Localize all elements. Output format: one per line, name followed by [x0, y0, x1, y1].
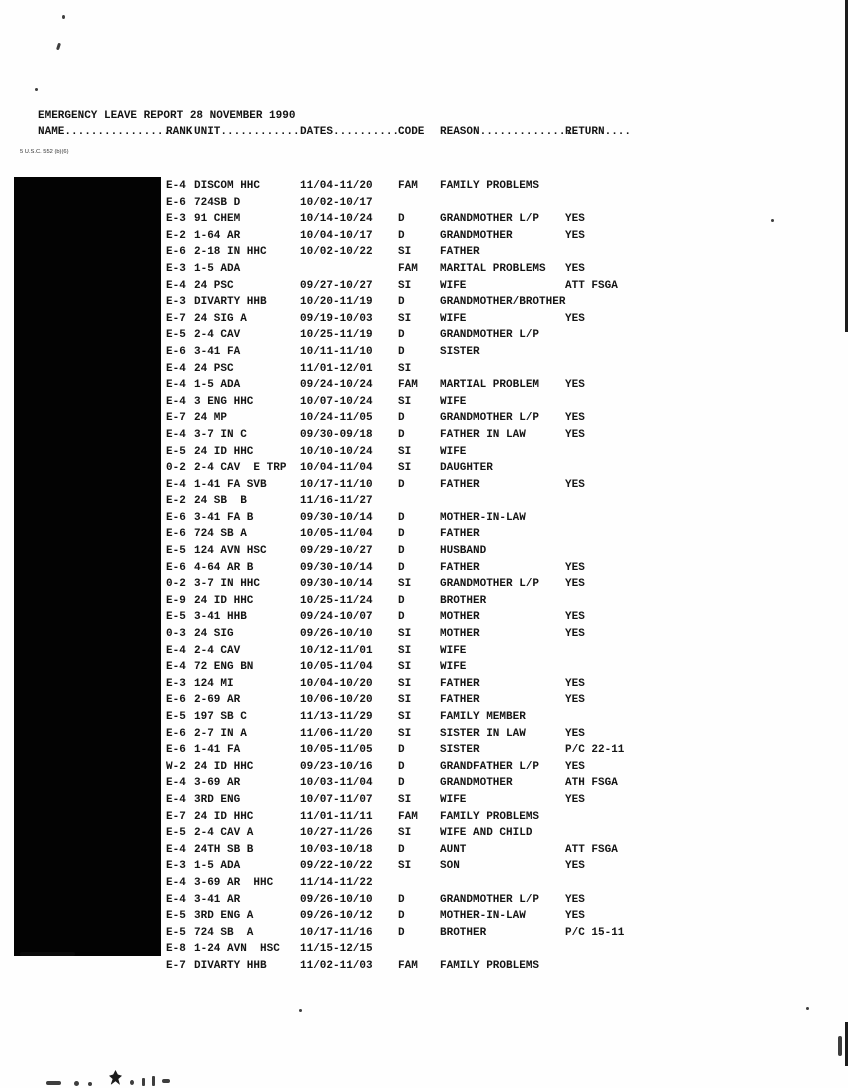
cell-reason: FATHER	[440, 246, 480, 259]
cell-rank: E-4	[166, 379, 186, 392]
cell-dates: 10/04-10/20	[300, 677, 373, 690]
cell-dates: 10/04-11/04	[300, 462, 373, 475]
scan-smudge	[130, 1080, 134, 1085]
cell-return: ATH FSGA	[565, 777, 618, 790]
cell-dates: 11/06-11/20	[300, 727, 373, 740]
scan-smudge	[20, 952, 75, 956]
cell-reason: FATHER	[440, 677, 480, 690]
scan-smudge	[152, 1076, 155, 1086]
cell-return: ATT FSGA	[565, 279, 618, 292]
cell-dates: 09/27-10/27	[300, 279, 373, 292]
cell-rank: E-9	[166, 594, 186, 607]
cell-return: YES	[565, 428, 585, 441]
cell-rank: E-4	[166, 428, 186, 441]
cell-reason: FAMILY PROBLEMS	[440, 959, 540, 972]
cell-code: D	[398, 511, 405, 524]
cell-rank: E-6	[166, 744, 186, 757]
cell-unit: 3-7 IN HHC	[194, 578, 261, 591]
cell-rank: E-6	[166, 511, 186, 524]
cell-code: D	[398, 561, 405, 574]
cell-reason: FATHER	[440, 528, 480, 541]
cell-dates: 10/04-10/17	[300, 229, 373, 242]
cell-rank: E-3	[166, 296, 186, 309]
cell-unit: 2-69 AR	[194, 694, 241, 707]
cell-unit: 2-4 CAV	[194, 329, 241, 342]
table-row	[0, 958, 848, 975]
cell-code: SI	[398, 661, 412, 674]
cell-rank: E-5	[166, 827, 186, 840]
cell-dates: 10/05-11/05	[300, 744, 373, 757]
cell-reason: GRANDMOTHER/BROTHER	[440, 296, 566, 309]
cell-return: YES	[565, 229, 585, 242]
cell-return: YES	[565, 561, 585, 574]
cell-code: D	[398, 528, 405, 541]
cell-dates: 09/23-10/16	[300, 760, 373, 773]
cell-rank: E-4	[166, 644, 186, 657]
scan-smudge-star	[109, 1070, 122, 1085]
cell-reason: WIFE	[440, 279, 467, 292]
cell-unit: 124 MI	[194, 677, 234, 690]
cell-rank: E-4	[166, 843, 186, 856]
cell-rank: E-6	[166, 727, 186, 740]
cell-dates: 11/15-12/15	[300, 943, 373, 956]
cell-return: P/C 15-11	[565, 926, 625, 939]
cell-code: D	[398, 478, 405, 491]
cell-rank: 0-3	[166, 628, 186, 641]
cell-rank: E-5	[166, 545, 186, 558]
cell-reason: BROTHER	[440, 926, 487, 939]
cell-dates: 10/17-11/10	[300, 478, 373, 491]
cell-unit: 4-64 AR B	[194, 561, 254, 574]
cell-dates: 10/05-11/04	[300, 661, 373, 674]
cell-code: SI	[398, 578, 412, 591]
cell-code: D	[398, 345, 405, 358]
scan-artifact-mark	[838, 1036, 842, 1056]
cell-dates: 09/24-10/24	[300, 379, 373, 392]
cell-rank: E-3	[166, 213, 186, 226]
cell-unit: 24 PSC	[194, 279, 234, 292]
cell-reason: WIFE	[440, 445, 467, 458]
cell-reason: FAMILY PROBLEMS	[440, 810, 540, 823]
cell-unit: 3-41 AR	[194, 893, 241, 906]
scan-artifact-dot	[806, 1007, 809, 1010]
cell-unit: 1-64 AR	[194, 229, 241, 242]
cell-dates: 10/14-10/24	[300, 213, 373, 226]
cell-dates: 11/01-11/11	[300, 810, 373, 823]
cell-unit: 72 ENG BN	[194, 661, 254, 674]
cell-reason: GRANDMOTHER	[440, 777, 513, 790]
cell-dates: 11/16-11/27	[300, 495, 373, 508]
cell-dates: 10/25-11/19	[300, 329, 373, 342]
cell-code: FAM	[398, 180, 418, 192]
cell-reason: FATHER IN LAW	[440, 428, 526, 441]
cell-reason: SON	[440, 860, 460, 873]
cell-return: YES	[565, 793, 585, 806]
cell-dates: 09/19-10/03	[300, 312, 373, 325]
cell-dates: 11/01-12/01	[300, 362, 373, 375]
cell-code: SI	[398, 445, 412, 458]
cell-code: SI	[398, 827, 412, 840]
cell-code: SI	[398, 462, 412, 475]
cell-rank: E-5	[166, 611, 186, 624]
cell-rank: E-5	[166, 711, 186, 723]
cell-return: YES	[565, 860, 585, 873]
column-header-dates: DATES...........	[300, 126, 406, 138]
cell-dates: 09/24-10/07	[300, 611, 373, 624]
cell-code: D	[398, 893, 405, 906]
cell-code: D	[398, 213, 405, 226]
cell-dates: 11/04-11/20	[300, 180, 373, 192]
cell-code: D	[398, 777, 405, 790]
cell-return: YES	[565, 213, 585, 226]
cell-unit: DIVARTY HHB	[194, 959, 267, 972]
cell-dates: 11/13-11/29	[300, 711, 373, 723]
cell-rank: E-5	[166, 445, 186, 458]
cell-rank: E-7	[166, 412, 186, 425]
cell-dates: 10/05-11/04	[300, 528, 373, 541]
cell-unit: 1-24 AVN HSC	[194, 943, 280, 956]
cell-dates: 10/24-11/05	[300, 412, 373, 425]
cell-dates: 10/06-10/20	[300, 694, 373, 707]
cell-reason: GRANDMOTHER L/P	[440, 412, 540, 425]
cell-dates: 09/26-10/12	[300, 910, 373, 923]
cell-return: YES	[565, 910, 585, 923]
cell-code: SI	[398, 860, 412, 873]
cell-return: YES	[565, 677, 585, 690]
cell-unit: 3-69 AR HHC	[194, 876, 274, 889]
column-header-name: NAME................	[38, 126, 171, 138]
cell-reason: WIFE	[440, 312, 467, 325]
scan-smudge	[88, 1082, 92, 1086]
cell-reason: FATHER	[440, 561, 480, 574]
cell-unit: 24 ID HHC	[194, 594, 254, 607]
cell-unit: 24 PSC	[194, 362, 234, 375]
cell-rank: E-8	[166, 943, 186, 956]
cell-reason: AUNT	[440, 843, 467, 856]
report-title: EMERGENCY LEAVE REPORT 28 NOVEMBER 1990	[38, 110, 296, 122]
cell-unit: 24 ID HHC	[194, 760, 254, 773]
cell-unit: 2-4 CAV A	[194, 827, 254, 840]
cell-rank: E-3	[166, 677, 186, 690]
cell-unit: 1-41 FA	[194, 744, 241, 757]
column-header-unit: UNIT............	[194, 126, 300, 138]
cell-reason: WIFE	[440, 395, 467, 408]
cell-reason: FATHER	[440, 694, 480, 707]
column-header-rank: RANK	[166, 126, 193, 138]
cell-rank: E-4	[166, 661, 186, 674]
cell-dates: 10/02-10/22	[300, 246, 373, 259]
cell-reason: FAMILY PROBLEMS	[440, 180, 540, 192]
cell-unit: 24 MP	[194, 412, 228, 425]
cell-return: YES	[565, 379, 585, 392]
cell-rank: 0-2	[166, 462, 186, 475]
cell-return: YES	[565, 694, 585, 707]
cell-unit: 3-7 IN C	[194, 428, 247, 441]
cell-dates: 10/27-11/26	[300, 827, 373, 840]
cell-code: D	[398, 611, 405, 624]
cell-code: SI	[398, 246, 412, 259]
cell-code: FAM	[398, 959, 418, 972]
cell-unit: 124 AVN HSC	[194, 545, 267, 558]
cell-code: D	[398, 843, 405, 856]
cell-dates: 09/30-09/18	[300, 428, 373, 441]
cell-code: D	[398, 744, 405, 757]
cell-reason: WIFE	[440, 661, 467, 674]
cell-code: D	[398, 428, 405, 441]
cell-rank: E-3	[166, 860, 186, 873]
scan-smudge	[74, 1081, 79, 1086]
cell-unit: 3-41 HHB	[194, 611, 247, 624]
cell-code: SI	[398, 711, 412, 723]
cell-return: YES	[565, 727, 585, 740]
cell-code: SI	[398, 395, 412, 408]
cell-reason: GRANDMOTHER	[440, 229, 513, 242]
cell-rank: E-4	[166, 362, 186, 375]
scan-artifact-dot	[771, 219, 774, 222]
cell-return: YES	[565, 611, 585, 624]
cell-dates: 10/07-11/07	[300, 793, 373, 806]
cell-dates: 09/22-10/22	[300, 860, 373, 873]
cell-rank: E-6	[166, 246, 186, 259]
cell-reason: GRANDMOTHER L/P	[440, 578, 540, 591]
cell-reason: GRANDMOTHER L/P	[440, 893, 540, 906]
cell-unit: 91 CHEM	[194, 213, 241, 226]
cell-code: SI	[398, 362, 412, 375]
cell-reason: MOTHER	[440, 628, 480, 641]
cell-dates: 10/25-11/24	[300, 594, 373, 607]
cell-rank: E-7	[166, 810, 186, 823]
cell-dates: 10/07-10/24	[300, 395, 373, 408]
cell-code: D	[398, 229, 405, 242]
cell-return: ATT FSGA	[565, 843, 618, 856]
scan-artifact-mark	[56, 43, 61, 51]
cell-code: SI	[398, 312, 412, 325]
column-header-code: CODE	[398, 126, 425, 138]
cell-dates: 09/29-10/27	[300, 545, 373, 558]
cell-rank: E-5	[166, 910, 186, 923]
cell-unit: 2-4 CAV E TRP	[194, 462, 287, 475]
cell-return: YES	[565, 893, 585, 906]
cell-dates: 09/30-10/14	[300, 578, 373, 591]
scan-smudge	[142, 1078, 145, 1086]
cell-unit: 3RD ENG	[194, 793, 241, 806]
cell-unit: 1-5 ADA	[194, 860, 241, 873]
scan-artifact-dot	[299, 1009, 302, 1012]
cell-code: D	[398, 329, 405, 342]
cell-code: D	[398, 545, 405, 558]
cell-unit: 1-5 ADA	[194, 262, 241, 275]
cell-reason: FATHER	[440, 478, 480, 491]
cell-unit: 3-69 AR	[194, 777, 241, 790]
cell-unit: 3RD ENG A	[194, 910, 254, 923]
cell-unit: 24 SIG	[194, 628, 234, 641]
cell-dates: 11/02-11/03	[300, 959, 373, 972]
cell-unit: 2-18 IN HHC	[194, 246, 267, 259]
cell-code: FAM	[398, 379, 418, 392]
cell-rank: E-6	[166, 528, 186, 541]
cell-code: D	[398, 910, 405, 923]
cell-rank: E-4	[166, 876, 186, 889]
cell-code: D	[398, 412, 405, 425]
cell-rank: 0-2	[166, 578, 186, 591]
cell-dates: 10/17-11/16	[300, 926, 373, 939]
cell-reason: MOTHER-IN-LAW	[440, 910, 526, 923]
cell-rank: E-6	[166, 345, 186, 358]
cell-unit: 724 SB A	[194, 528, 247, 541]
cell-unit: 24TH SB B	[194, 843, 254, 856]
cell-reason: MOTHER	[440, 611, 480, 624]
cell-return: YES	[565, 412, 585, 425]
cell-reason: SISTER IN LAW	[440, 727, 526, 740]
cell-unit: DIVARTY HHB	[194, 296, 267, 309]
cell-rank: E-4	[166, 395, 186, 408]
cell-reason: SISTER	[440, 744, 480, 757]
cell-unit: 3-41 FA	[194, 345, 241, 358]
cell-unit: 2-7 IN A	[194, 727, 247, 740]
cell-code: D	[398, 926, 405, 939]
cell-rank: E-4	[166, 180, 186, 192]
cell-rank: E-4	[166, 893, 186, 906]
cell-dates: 10/11-11/10	[300, 345, 373, 358]
cell-reason: MARITAL PROBLEMS	[440, 262, 546, 275]
cell-unit: DISCOM HHC	[194, 180, 261, 192]
cell-unit: 197 SB C	[194, 711, 247, 723]
cell-unit: 24 SIG A	[194, 312, 247, 325]
cell-rank: E-4	[166, 793, 186, 806]
scan-artifact-dot	[62, 15, 65, 19]
cell-return: P/C 22-11	[565, 744, 625, 757]
cell-reason: GRANDMOTHER L/P	[440, 213, 540, 226]
cell-unit: 1-41 FA SVB	[194, 478, 267, 491]
cell-rank: E-4	[166, 777, 186, 790]
cell-dates: 09/26-10/10	[300, 628, 373, 641]
column-header-return: RETURN....	[565, 126, 632, 138]
cell-reason: SISTER	[440, 345, 480, 358]
cell-unit: 3 ENG HHC	[194, 395, 254, 408]
cell-reason: MARTIAL PROBLEM	[440, 379, 540, 392]
cell-reason: BROTHER	[440, 594, 487, 607]
cell-dates: 09/26-10/10	[300, 893, 373, 906]
cell-reason: GRANDMOTHER L/P	[440, 329, 540, 342]
cell-code: SI	[398, 644, 412, 657]
redaction-statute-note: 5 U.S.C. 552 (b)(6)	[20, 149, 69, 155]
cell-return: YES	[565, 578, 585, 591]
cell-dates: 10/02-10/17	[300, 196, 373, 209]
cell-unit: 24 SB B	[194, 495, 247, 508]
cell-rank: E-4	[166, 478, 186, 491]
cell-dates: 10/12-11/01	[300, 644, 373, 657]
cell-unit: 24 ID HHC	[194, 810, 254, 823]
cell-return: YES	[565, 312, 585, 325]
cell-dates: 10/03-10/18	[300, 843, 373, 856]
cell-reason: WIFE AND CHILD	[440, 827, 533, 840]
cell-dates: 09/30-10/14	[300, 561, 373, 574]
cell-return: YES	[565, 478, 585, 491]
cell-dates: 10/20-11/19	[300, 296, 373, 309]
cell-rank: E-3	[166, 262, 186, 275]
cell-rank: E-2	[166, 495, 186, 508]
cell-code: D	[398, 594, 405, 607]
cell-code: SI	[398, 694, 412, 707]
cell-reason: MOTHER-IN-LAW	[440, 511, 526, 524]
cell-code: SI	[398, 677, 412, 690]
cell-code: SI	[398, 727, 412, 740]
redaction-box	[14, 177, 161, 956]
cell-unit: 724 SB A	[194, 926, 254, 939]
cell-rank: E-7	[166, 959, 186, 972]
cell-dates: 10/03-11/04	[300, 777, 373, 790]
cell-rank: W-2	[166, 760, 186, 773]
cell-rank: E-6	[166, 561, 186, 574]
scan-smudge	[162, 1079, 170, 1083]
cell-unit: 1-5 ADA	[194, 379, 241, 392]
cell-reason: FAMILY MEMBER	[440, 711, 526, 723]
cell-dates: 09/30-10/14	[300, 511, 373, 524]
scan-smudge	[46, 1081, 61, 1085]
cell-rank: E-5	[166, 329, 186, 342]
cell-unit: 24 ID HHC	[194, 445, 254, 458]
cell-dates: 10/10-10/24	[300, 445, 373, 458]
cell-unit: 2-4 CAV	[194, 644, 241, 657]
cell-unit: 3-41 FA B	[194, 511, 254, 524]
cell-dates: 11/14-11/22	[300, 876, 373, 889]
cell-code: FAM	[398, 262, 418, 275]
cell-unit: 724SB D	[194, 196, 241, 209]
cell-rank: E-5	[166, 926, 186, 939]
scan-artifact-dot	[35, 88, 38, 91]
cell-code: SI	[398, 279, 412, 292]
cell-reason: DAUGHTER	[440, 462, 493, 475]
cell-code: SI	[398, 628, 412, 641]
cell-return: YES	[565, 628, 585, 641]
cell-code: SI	[398, 793, 412, 806]
cell-rank: E-6	[166, 196, 186, 209]
cell-rank: E-4	[166, 279, 186, 292]
column-header-reason: REASON...............	[440, 126, 579, 138]
cell-reason: WIFE	[440, 793, 467, 806]
cell-code: D	[398, 760, 405, 773]
cell-reason: GRANDFATHER L/P	[440, 760, 540, 773]
cell-return: YES	[565, 262, 585, 275]
cell-rank: E-6	[166, 694, 186, 707]
cell-rank: E-7	[166, 312, 186, 325]
cell-reason: WIFE	[440, 644, 467, 657]
cell-reason: HUSBAND	[440, 545, 487, 558]
cell-code: FAM	[398, 810, 418, 823]
cell-rank: E-2	[166, 229, 186, 242]
cell-code: D	[398, 296, 405, 309]
cell-return: YES	[565, 760, 585, 773]
